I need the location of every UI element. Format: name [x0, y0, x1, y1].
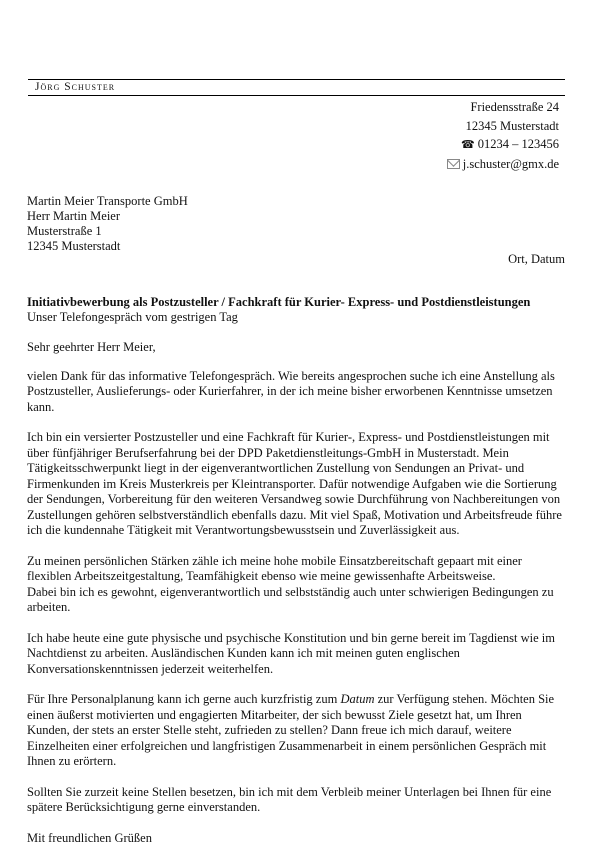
subject-block [27, 295, 530, 325]
sender-street: Friedensstraße 24 [470, 100, 559, 114]
sender-email: j.schuster@gmx.de [462, 156, 559, 171]
envelope-icon [447, 159, 460, 169]
availability-date-placeholder: Datum [340, 692, 375, 706]
letter-body [27, 340, 562, 861]
availability-prefix: Für Ihre Personalplanung kann ich gerne auch kurzfristig zum [27, 692, 341, 706]
recipient-company: Martin Meier Transporte GmbH [27, 194, 188, 208]
paragraph-intro: vielen Dank für das informative Telefongespräch. Wie bereits angesprochen suche ich eine Anstellung als Postzusteller, Auslieferungs- oder Kurierfahrer, in der ich meine bisher erworbenen Kenntnisse umsetzen kann. [27, 368, 555, 414]
subject-reference: Unser Telefongespräch vom gestrigen Tag [27, 310, 238, 324]
sender-phone: 01234 – 123456 [477, 137, 559, 151]
availability-rest: einen äußerst motivierten und engagierten Mitarbeiter, der sich bewusst Ziele gesetzt hat, um Ihren Kunden, der stets an erster Stelle steht, zufrieden zu stellen? Dann freue ich mich darauf, weitere Einzelheiten einer erfolgreichen und langfristigen Zusammenarbeit in einem persönlichen Gespräch mit Ihnen zu erörtern. [27, 707, 547, 768]
salutation: Sehr geehrter Herr Meier, [27, 340, 156, 354]
paragraph-strengths [27, 554, 562, 616]
subject-title: Initiativbewerbung als Postzusteller / Fachkraft für Kurier- Express- und Postdienstleistungen [27, 295, 531, 309]
recipient-contact: Herr Martin Meier [27, 209, 121, 223]
paragraph-strengths-line1: Zu meinen persönlichen Stärken zähle ich meine hohe mobile Einsatzbereitschaft gepaart mit einer flexiblen Arbeitszeitgestaltung, Teamfähigkeit ebenso wie meine gewissenhafte Arbeitsweise. [27, 553, 522, 583]
paragraph-fallback: Sollten Sie zurzeit keine Stellen besetzen, bin ich mit dem Verbleib meiner Unterlagen bei Ihnen für eine spätere Berücksichtigung gerne einverstanden. [27, 784, 552, 814]
recipient-address-block [27, 194, 188, 254]
paragraph-strengths-line2: Dabei bin ich es gewohnt, eigenverantwortlich und selbstständig auch unter schwierigen Bedingungen zu arbeiten. [27, 584, 554, 614]
recipient-street: Musterstraße 1 [27, 224, 102, 238]
sender-email-row [447, 155, 559, 174]
sender-phone-row [447, 135, 559, 155]
sender-name-header: Jörg Schuster [35, 81, 116, 93]
paragraph-constitution: Ich habe heute eine gute physische und psychische Konstitution und bin gerne bereit im Tagdienst wie im Nachtdienst zu arbeiten. Ausländischen Kunden kann ich mit meinen guten englischen Konversationskenntnissen jederzeit weiterhelfen. [27, 630, 555, 676]
paragraph-availability [27, 692, 562, 770]
header-top-rule [28, 79, 565, 80]
closing-greeting: Mit freundlichen Grüßen [27, 830, 152, 845]
availability-suffix: zur Verfügung stehen. Möchten Sie [374, 692, 555, 706]
phone-icon: ☎ [461, 139, 475, 151]
header-bottom-rule [28, 95, 565, 96]
paragraph-experience: Ich bin ein versierter Postzusteller und eine Fachkraft für Kurier-, Express- und Postdienstleistungen mit über fünfjähriger Berufserfahrung bei der DPD Paketdienstleitungs-GmbH in Musterstadt. Mein Tätigkeitsschwerpunkt liegt in der eigenverantwortlichen Zustellung von Sendungen an Privat- und Firmenkunden im Kreis Musterkreis per Kleintransporter. Dafür notwendige Aufgaben wie die Sortierung der Sendungen, Vorbereitung für den weiteren Versandweg sowie Durchführung von Nachbereitungen von Zustellungen gehören selbstverständlich ebenfalls dazu. Mit viel Spaß, Motivation und Arbeitsfreude führe ich die kundennahe Tätigkeit mit Verantwortungsbewusstsein und Zuverlässigkeit aus. [27, 430, 562, 537]
sender-city: 12345 Musterstadt [465, 118, 559, 133]
place-date: Ort, Datum [508, 252, 565, 266]
sender-address-block [447, 98, 559, 173]
recipient-city: 12345 Musterstadt [27, 239, 121, 253]
